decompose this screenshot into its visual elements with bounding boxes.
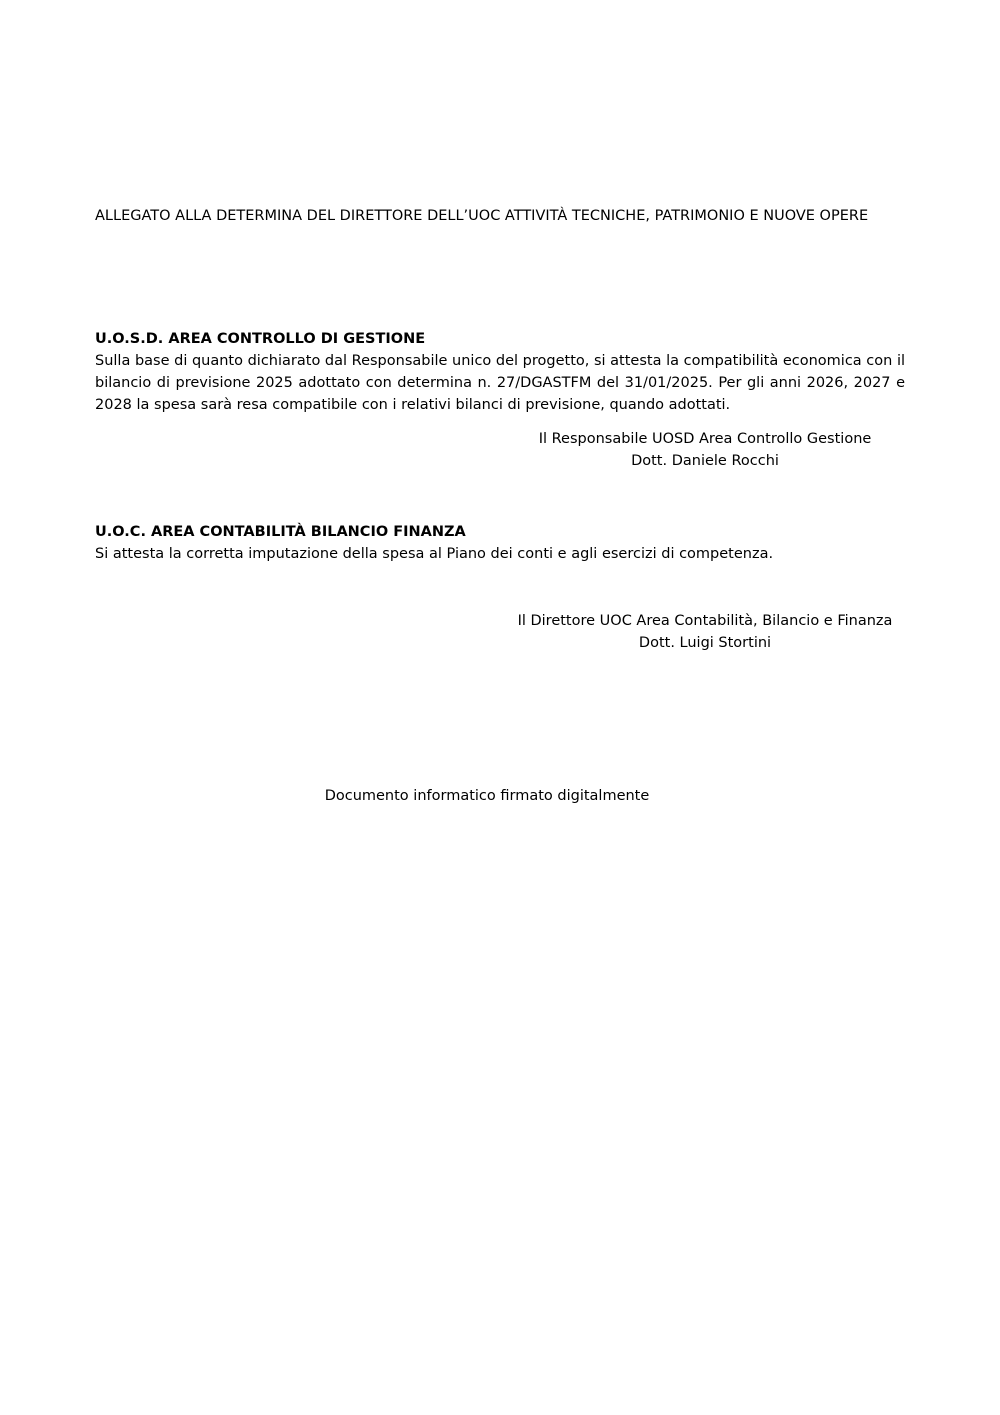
signature-role-uosd: Il Responsabile UOSD Area Controllo Gestione [538,431,872,447]
signature-block-uoc [505,610,905,654]
attachment-header-paragraph: ALLEGATO ALLA DETERMINA DEL DIRETTORE DELL’UOC ATTIVITÀ TECNICHE, PATRIMONIO E NUOVE OPERE [95,208,869,224]
signature-name-uoc: Dott. Luigi Stortini [638,635,772,651]
section-uoc-heading: U.O.C. AREA CONTABILITÀ BILANCIO FINANZA [95,524,466,540]
section-uoc-body: Si attesta la corretta imputazione della spesa al Piano dei conti e agli esercizi di competenza. [95,546,774,562]
signature-name-uosd: Dott. Daniele Rocchi [631,453,779,469]
signature-block-uosd [505,428,905,472]
digital-signature-note: Documento informatico firmato digitalmente [324,788,650,804]
signature-role-uoc: Il Direttore UOC Area Contabilità, Bilancio e Finanza [517,613,893,629]
section-uosd-body: Sulla base di quanto dichiarato dal Responsabile unico del progetto, si attesta la compatibilità economica con il bilancio di previsione 2025 adottato con determina n. 27/DGASTFM del 31/01/2025. Per gli anni 2026, 2027 e 2028 la spesa sarà resa compatibile con i relativi bilanci di previsione, quando adottati. [95,353,905,413]
section-uosd-heading: U.O.S.D. AREA CONTROLLO DI GESTIONE [95,331,426,347]
